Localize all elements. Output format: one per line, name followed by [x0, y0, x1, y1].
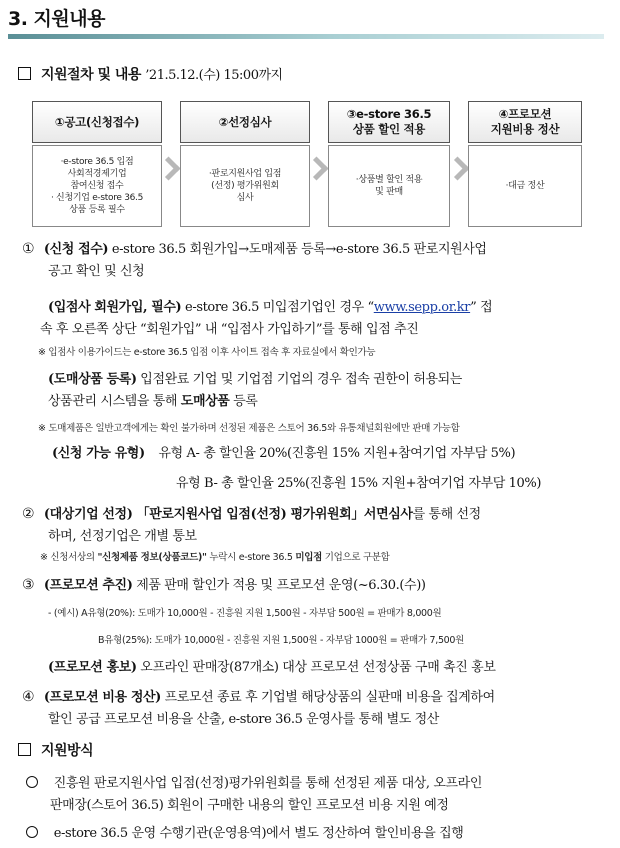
method-bullet-2: [26, 822, 463, 841]
step-3-title: [328, 101, 450, 143]
item-2-line-1: [22, 503, 481, 522]
procedure-heading: [18, 64, 283, 84]
checkbox-square-icon: [18, 67, 31, 80]
step-1-body: [32, 145, 162, 227]
item-1a-label: (입점사 회원가입, 필수): [48, 300, 182, 315]
step-1-line: · 신청기업 e-store 36.5: [50, 193, 144, 203]
procedure-deadline: ’21.5.12.(수) 15:00까지: [145, 68, 283, 83]
item-3-text: 제품 판매 할인가 적용 및 프로모션 운영(~6.30.(수)): [132, 578, 426, 593]
step-4-line: ·대금 정산: [505, 181, 545, 191]
step-3-title-line: ③e-store 36.5: [346, 107, 432, 121]
note-3-bold: 미입점: [295, 552, 322, 563]
example-b: B유형(25%): 도매가 10,000원 - 진흥원 지원 1,500원 - 자부담 1000원 = 판매가 7,500원: [98, 635, 465, 646]
types-line-b: 유형 B- 총 할인율 25%(진흥원 15% 지원+참여기업 자부담 10%): [176, 476, 542, 491]
circle-bullet-icon: [26, 776, 38, 788]
note-3: [40, 549, 390, 563]
item-4-line-1: [22, 686, 495, 705]
item-3-marker: ③: [22, 577, 35, 593]
step-1-line: 참여신청 접수: [70, 181, 124, 191]
step-2-line: (선정) 평가위원회: [211, 181, 279, 191]
section-title: 3. 지원내용: [8, 8, 105, 30]
item-4-text: 프로모션 종료 후 기업별 해당상품의 실판매 비용을 집계하여: [160, 690, 495, 705]
note-3-text: 기업으로 구분함: [321, 552, 390, 563]
item-4-line-2: 할인 공급 프로모션 비용을 산출, e-store 36.5 운영사를 통해 별도 정산: [48, 712, 439, 727]
types-label: (신청 가능 유형): [52, 446, 145, 461]
method-heading-text: 지원방식: [41, 743, 94, 759]
title-underline: [8, 34, 604, 39]
item-4-marker: ④: [22, 689, 35, 705]
step-3-line: 및 판매: [375, 187, 403, 197]
sepp-link[interactable]: www.sepp.or.kr: [373, 300, 471, 315]
method-bullet-1-line-1: [26, 772, 482, 791]
step-2-line: ·판로지원사업 입점: [208, 169, 282, 179]
step-2-line: 심사: [236, 193, 254, 203]
step-1-line: ·e-store 36.5 입점: [60, 157, 134, 167]
note-3-text: 누락시 e-store 36.5: [206, 552, 296, 563]
item-1b-line-1: [48, 368, 462, 387]
item-1-label: (신청 접수): [43, 242, 109, 257]
step-4-body: [468, 145, 582, 227]
item-2-text: 를 통해 선정: [412, 507, 481, 522]
item-1b-line-2: [48, 390, 257, 409]
type-a: 유형 A- 총 할인율 20%(진흥원 15% 지원+참여기업 자부담 5%): [158, 446, 516, 461]
item-1a-line-1: [48, 296, 492, 315]
note-1: ※ 입점사 이용가이드는 e-store 36.5 입점 이후 사이트 접속 후 자료실에서 확인가능: [38, 347, 376, 358]
item-3a-label: (프로모션 홍보): [48, 660, 137, 675]
step-3-body: [328, 145, 450, 227]
item-3a-line: [48, 656, 495, 675]
step-1-title: ①공고(신청접수): [32, 101, 162, 143]
method-bullet-1-text: 진흥원 판로지원사업 입점(선정)평가위원회를 통해 선정된 제품 대상, 오프라인: [53, 776, 482, 791]
method-heading: [18, 740, 93, 760]
note-2: ※ 도매제품은 일반고객에게는 확인 불가하며 선정된 제품은 스토어 36.5와 유통채널회원에만 판매 가능함: [38, 423, 460, 434]
procedure-heading-text: 지원절차 및 내용: [41, 67, 141, 83]
step-2-title: ②선정심사: [180, 101, 310, 143]
item-1a-text: e-store 36.5 미입점기업인 경우 “: [181, 300, 374, 315]
note-3-bold: "신청제품 정보(상품코드)": [97, 552, 207, 563]
item-1-line-2: 공고 확인 및 신청: [48, 264, 145, 279]
step-1-line: 사회적경제기업: [67, 169, 127, 179]
method-bullet-2-text: e-store 36.5 운영 수행기관(운영용역)에서 별도 정산하여 할인비용을 집행: [53, 826, 464, 841]
circle-bullet-icon: [26, 826, 38, 838]
item-1-text: e-store 36.5 회원가입→도매제품 등록→e-store 36.5 판로지원사업: [108, 242, 487, 257]
step-2-body: [180, 145, 310, 227]
item-1a-line-2: 속 후 오른쪽 상단 “회원가입” 내 “입점사 가입하기”를 통해 입점 추진: [40, 322, 419, 337]
item-1-marker: ①: [22, 241, 35, 257]
item-1a-text: ” 접: [470, 300, 493, 315]
item-1b-text: 상품관리 시스템을 통해: [48, 394, 181, 409]
item-1b-bold: 도매상품: [180, 394, 230, 409]
example-a: - (예시) A유형(20%): 도매가 10,000원 - 진흥원 지원 1,500원 - 자부담 500원 = 판매가 8,000원: [48, 608, 442, 619]
checkbox-square-icon: [18, 743, 31, 756]
step-4-title-line: ④프로모션: [498, 107, 552, 121]
item-1b-label: (도매상품 등록): [48, 372, 137, 387]
step-4-title-line: 지원비용 정산: [490, 122, 560, 136]
item-2-line-2: 하며, 선정기업은 개별 통보: [48, 529, 197, 544]
item-4-label: (프로모션 비용 정산): [43, 690, 161, 705]
item-3a-text: 오프라인 판매장(87개소) 대상 프로모션 선정상품 구매 촉진 홍보: [136, 660, 496, 675]
item-3-line: [22, 574, 426, 593]
item-3-label: (프로모션 추진): [43, 578, 133, 593]
types-line-a: [52, 442, 515, 461]
item-1-line-1: [22, 238, 487, 257]
step-1-line: 상품 등록 필수: [69, 205, 125, 215]
step-4-title: [468, 101, 582, 143]
step-3-line: ·상품별 할인 적용: [355, 175, 423, 185]
item-2-bold: 「판로지원사업 입점(선정) 평가위원회」서면심사: [132, 507, 413, 522]
item-2-label: (대상기업 선정): [43, 507, 133, 522]
step-3-title-line: 상품 할인 적용: [352, 122, 426, 136]
item-2-marker: ②: [22, 506, 35, 522]
note-3-text: ※ 신청서상의: [40, 552, 98, 563]
item-1b-text: 입점완료 기업 및 기업점 기업의 경우 접속 권한이 허용되는: [136, 372, 462, 387]
item-1b-text: 등록: [229, 394, 258, 409]
method-bullet-1-line-2: 판매장(스토어 36.5) 회원이 구매한 내용의 할인 프로모션 비용 지원 예정: [50, 798, 449, 813]
